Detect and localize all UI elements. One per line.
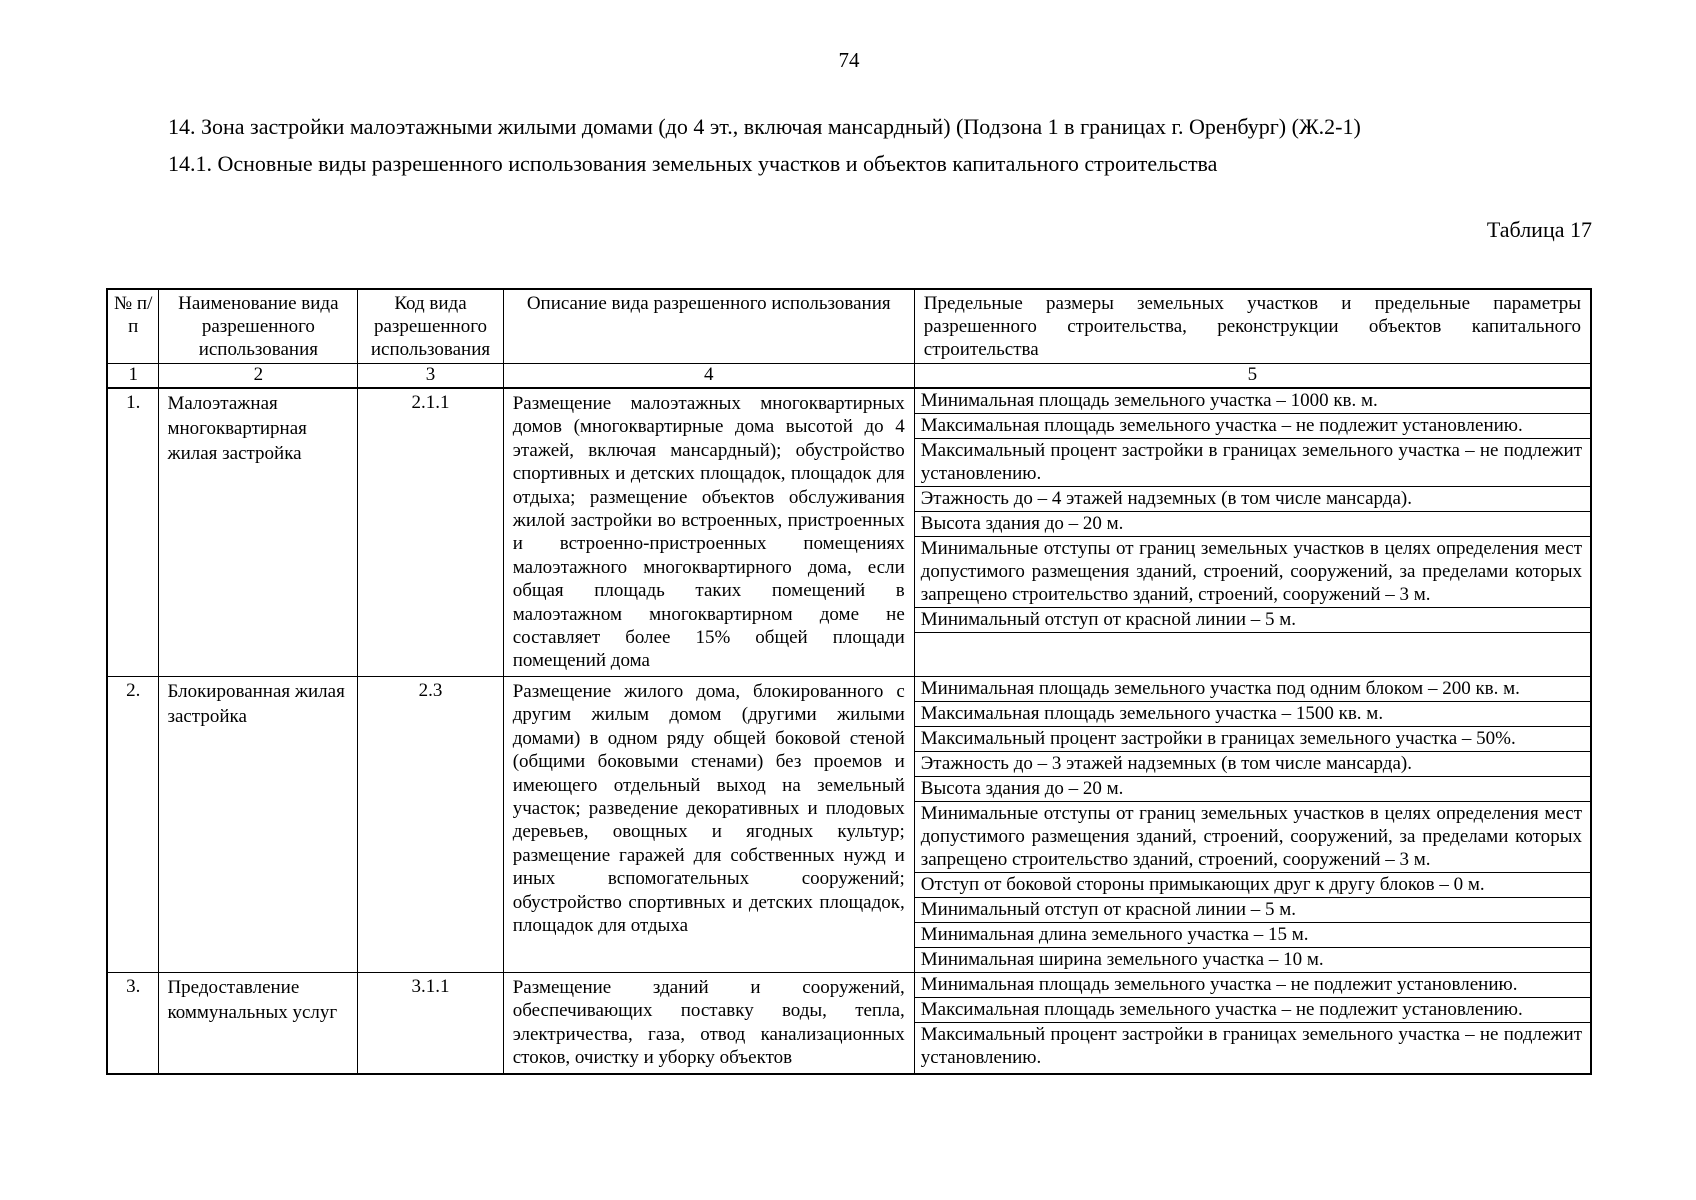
column-number: 2 xyxy=(159,364,358,389)
parameter-item: Максимальная площадь земельного участка – не подлежит установлению. xyxy=(915,998,1590,1023)
headings-block xyxy=(106,108,1592,182)
subsection-heading: 14.1. Основные виды разрешенного использования земельных участков и объектов капитального строительства xyxy=(168,151,1218,176)
parameter-item: Минимальный отступ от красной линии – 5 м. xyxy=(915,898,1590,923)
parameter-item: Минимальные отступы от границ земельных участков в целях определения мест допустимого размещения зданий, строений, сооружений, за пределами которых запрещено строительство зданий, строений, сооружений – 3 м. xyxy=(915,537,1590,608)
row-parameters xyxy=(914,676,1591,972)
row-parameters xyxy=(914,388,1591,676)
row-description: Размещение жилого дома, блокированного с другим жилым домом (другими жилыми домами) в одном ряду общей боковой стеной (общими боковыми стенами) без проемов и имеющего отдельный выход на земельный участок; разведение декоративных и плодовых деревьев, овощных и ягодных культур; размещение гаражей для собственных нужд и иных вспомогательных сооружений; обустройство спортивных и детских площадок, площадок для отдыха xyxy=(503,676,914,972)
parameter-item: Максимальный процент застройки в границах земельного участка – 50%. xyxy=(915,727,1590,752)
col-header-number: № п/п xyxy=(107,289,159,364)
parameter-item: Минимальная ширина земельного участка – 10 м. xyxy=(920,948,1324,970)
col-header-description: Описание вида разрешенного использования xyxy=(503,289,914,364)
column-number: 3 xyxy=(358,364,503,389)
table-row xyxy=(107,388,1591,676)
row-name: Малоэтажная многоквартирная жилая застройка xyxy=(159,388,358,676)
row-code: 2.1.1 xyxy=(358,388,503,676)
page-number: 74 xyxy=(838,48,860,72)
column-number: 4 xyxy=(503,364,914,389)
parameter-item: Минимальный отступ от красной линии – 5 м. xyxy=(915,608,1590,633)
row-name: Блокированная жилая застройка xyxy=(159,676,358,972)
parameter-item-empty xyxy=(915,633,1590,643)
row-parameters xyxy=(914,972,1591,1073)
row-code: 3.1.1 xyxy=(358,972,503,1073)
parameter-item: Минимальная площадь земельного участка – 1000 кв. м. xyxy=(915,389,1590,414)
parameter-item: Отступ от боковой стороны примыкающих друг к другу блоков – 0 м. xyxy=(915,873,1590,898)
col-header-parameters: Предельные размеры земельных участков и предельные параметры разрешенного строительства, реконструкции объектов капитального строительства xyxy=(914,289,1591,364)
parameter-item: Минимальные отступы от границ земельных участков в целях определения мест допустимого размещения зданий, строений, сооружений, за пределами которых запрещено строительство зданий, строений, сооружений – 3 м. xyxy=(915,802,1590,873)
parameter-item: Высота здания до – 20 м. xyxy=(915,777,1590,802)
row-number: 1. xyxy=(107,388,159,676)
column-number: 5 xyxy=(914,364,1591,389)
row-description: Размещение малоэтажных многоквартирных домов (многоквартирные дома высотой до 4 этажей, включая мансардный); обустройство спортивных и детских площадок, площадок для отдыха; размещение объектов обслуживания жилой застройки во встроенных, пристроенных и встроенно-пристроенных помещениях малоэтажного многоквартирного дома, если общая площадь таких помещений в малоэтажном многоквартирном доме не составляет более 15% общей площади помещений дома xyxy=(503,388,914,676)
row-description: Размещение зданий и сооружений, обеспечивающих поставку воды, тепла, электричества, газа, отвод канализационных стоков, очистку и уборку объектов xyxy=(503,972,914,1073)
table-header-row xyxy=(107,289,1591,364)
parameter-item: Максимальный процент застройки в границах земельного участка – не подлежит установлению. xyxy=(920,1023,1582,1068)
parameter-item: Высота здания до – 20 м. xyxy=(915,512,1590,537)
table-caption: Таблица 17 xyxy=(1486,217,1592,242)
row-number: 2. xyxy=(107,676,159,972)
parameter-item: Максимальная площадь земельного участка – 1500 кв. м. xyxy=(915,702,1590,727)
column-number-row xyxy=(107,364,1591,389)
parameter-item: Этажность до – 3 этажей надземных (в том числе мансарда). xyxy=(915,752,1590,777)
parameter-item: Максимальный процент застройки в границах земельного участка – не подлежит установлению. xyxy=(915,439,1590,487)
parameter-item: Минимальная площадь земельного участка под одним блоком – 200 кв. м. xyxy=(915,677,1590,702)
land-use-table xyxy=(106,288,1592,1075)
col-header-name: Наименование вида разрешенного использования xyxy=(159,289,358,364)
row-name: Предоставление коммунальных услуг xyxy=(159,972,358,1073)
parameter-item: Этажность до – 4 этажей надземных (в том числе мансарда). xyxy=(915,487,1590,512)
col-header-code: Код вида разрешенного использования xyxy=(358,289,503,364)
parameter-item: Минимальная длина земельного участка – 15 м. xyxy=(915,923,1590,948)
row-code: 2.3 xyxy=(358,676,503,972)
row-number: 3. xyxy=(107,972,159,1073)
parameter-item: Минимальная площадь земельного участка – не подлежит установлению. xyxy=(915,973,1590,998)
column-number: 1 xyxy=(107,364,159,389)
parameter-item: Максимальная площадь земельного участка – не подлежит установлению. xyxy=(915,414,1590,439)
section-heading: 14. Зона застройки малоэтажными жилыми домами (до 4 эт., включая мансардный) (Подзона 1 в границах г. Оренбург) (Ж.2-1) xyxy=(168,114,1361,139)
table-row xyxy=(107,972,1591,1073)
table-row xyxy=(107,676,1591,972)
